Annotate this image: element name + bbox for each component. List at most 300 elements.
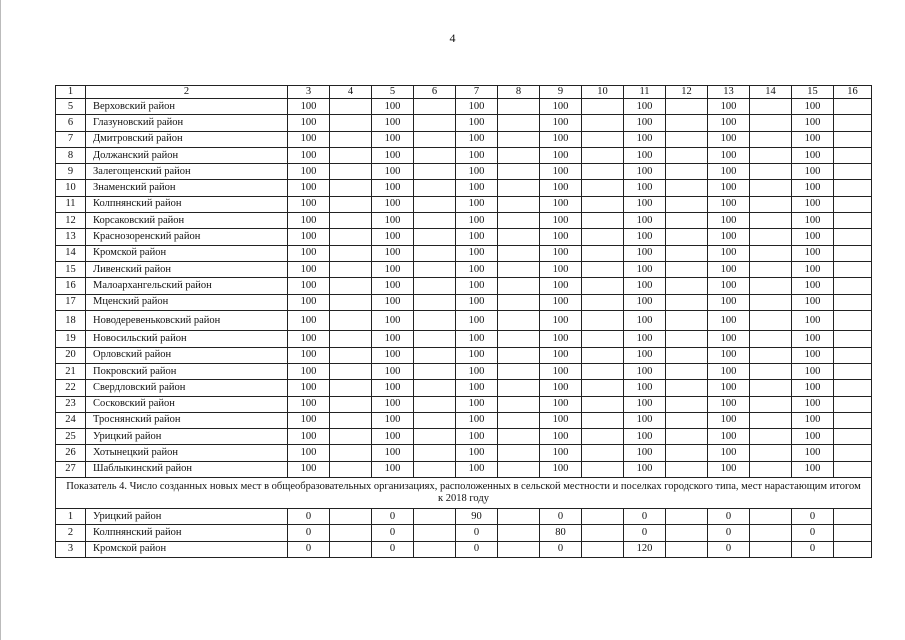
value-cell: 100 <box>708 347 750 363</box>
value-cell: 100 <box>288 131 330 147</box>
value-cell: 100 <box>792 196 834 212</box>
value-cell <box>666 131 708 147</box>
table-row <box>56 229 872 245</box>
district-name: Урицкий район <box>86 429 288 445</box>
value-cell <box>330 164 372 180</box>
value-cell <box>750 347 792 363</box>
value-cell <box>834 310 872 331</box>
value-cell: 100 <box>372 147 414 163</box>
value-cell: 100 <box>456 294 498 310</box>
value-cell <box>330 380 372 396</box>
value-cell <box>498 131 540 147</box>
value-cell: 100 <box>792 180 834 196</box>
value-cell <box>414 412 456 428</box>
column-number-header: 2 <box>86 86 288 99</box>
value-cell <box>498 229 540 245</box>
value-cell: 100 <box>540 261 582 277</box>
value-cell: 100 <box>288 196 330 212</box>
value-cell: 100 <box>792 245 834 261</box>
value-cell: 100 <box>540 363 582 379</box>
value-cell: 100 <box>288 412 330 428</box>
value-cell <box>750 380 792 396</box>
value-cell <box>666 294 708 310</box>
table-row <box>56 541 872 557</box>
value-cell: 100 <box>540 380 582 396</box>
value-cell: 100 <box>456 245 498 261</box>
value-cell: 100 <box>540 412 582 428</box>
value-cell: 100 <box>456 229 498 245</box>
value-cell: 100 <box>624 115 666 131</box>
value-cell: 100 <box>288 147 330 163</box>
value-cell: 100 <box>288 380 330 396</box>
table-row <box>56 331 872 347</box>
row-number: 24 <box>56 412 86 428</box>
value-cell <box>498 310 540 331</box>
value-cell: 100 <box>372 229 414 245</box>
value-cell: 100 <box>624 412 666 428</box>
value-cell <box>498 445 540 461</box>
value-cell: 100 <box>708 445 750 461</box>
value-cell <box>666 245 708 261</box>
value-cell <box>750 164 792 180</box>
value-cell: 100 <box>708 412 750 428</box>
value-cell <box>750 429 792 445</box>
value-cell <box>582 278 624 294</box>
table-row <box>56 115 872 131</box>
value-cell <box>582 213 624 229</box>
value-cell <box>330 429 372 445</box>
value-cell <box>414 196 456 212</box>
value-cell <box>582 541 624 557</box>
table-row <box>56 363 872 379</box>
value-cell: 0 <box>792 525 834 541</box>
value-cell: 100 <box>372 278 414 294</box>
value-cell: 100 <box>288 294 330 310</box>
value-cell <box>498 541 540 557</box>
value-cell <box>834 99 872 115</box>
district-name: Кромской район <box>86 541 288 557</box>
district-name: Должанский район <box>86 147 288 163</box>
value-cell: 100 <box>708 261 750 277</box>
column-number-header: 11 <box>624 86 666 99</box>
row-number: 1 <box>56 509 86 525</box>
table-row <box>56 347 872 363</box>
table-row <box>56 380 872 396</box>
value-cell: 100 <box>708 363 750 379</box>
value-cell: 100 <box>288 213 330 229</box>
value-cell <box>582 363 624 379</box>
row-number: 10 <box>56 180 86 196</box>
value-cell <box>414 115 456 131</box>
value-cell: 100 <box>624 164 666 180</box>
column-number-header: 8 <box>498 86 540 99</box>
value-cell: 100 <box>708 331 750 347</box>
value-cell <box>330 412 372 428</box>
value-cell: 100 <box>708 294 750 310</box>
table-row <box>56 429 872 445</box>
value-cell <box>750 180 792 196</box>
value-cell <box>750 331 792 347</box>
value-cell <box>498 261 540 277</box>
value-cell: 0 <box>792 541 834 557</box>
value-cell: 100 <box>624 429 666 445</box>
district-name: Дмитровский район <box>86 131 288 147</box>
value-cell <box>834 245 872 261</box>
value-cell <box>666 229 708 245</box>
value-cell: 100 <box>288 331 330 347</box>
value-cell <box>666 278 708 294</box>
value-cell <box>834 331 872 347</box>
value-cell: 100 <box>708 213 750 229</box>
value-cell <box>582 461 624 477</box>
value-cell <box>414 294 456 310</box>
value-cell: 100 <box>540 245 582 261</box>
value-cell <box>498 429 540 445</box>
value-cell <box>330 509 372 525</box>
row-number: 9 <box>56 164 86 180</box>
page-number: 4 <box>449 31 456 45</box>
value-cell: 100 <box>792 278 834 294</box>
value-cell: 100 <box>372 115 414 131</box>
value-cell: 0 <box>288 509 330 525</box>
value-cell: 100 <box>792 115 834 131</box>
column-number-header: 9 <box>540 86 582 99</box>
value-cell: 100 <box>456 164 498 180</box>
value-cell: 120 <box>624 541 666 557</box>
value-cell: 100 <box>792 294 834 310</box>
value-cell <box>750 509 792 525</box>
value-cell: 100 <box>456 380 498 396</box>
value-cell <box>498 147 540 163</box>
row-number: 18 <box>56 310 86 331</box>
value-cell <box>666 541 708 557</box>
value-cell: 100 <box>540 131 582 147</box>
row-number: 15 <box>56 261 86 277</box>
value-cell: 100 <box>792 445 834 461</box>
value-cell <box>414 278 456 294</box>
value-cell <box>330 261 372 277</box>
table-row <box>56 245 872 261</box>
value-cell <box>666 363 708 379</box>
value-cell: 100 <box>456 347 498 363</box>
value-cell: 100 <box>708 99 750 115</box>
table-row <box>56 461 872 477</box>
value-cell: 100 <box>540 347 582 363</box>
value-cell <box>582 99 624 115</box>
value-cell <box>666 213 708 229</box>
value-cell <box>498 461 540 477</box>
value-cell <box>582 164 624 180</box>
value-cell: 0 <box>624 525 666 541</box>
value-cell: 100 <box>708 164 750 180</box>
value-cell <box>582 396 624 412</box>
value-cell: 100 <box>540 229 582 245</box>
row-number: 6 <box>56 115 86 131</box>
value-cell: 100 <box>708 429 750 445</box>
table-row <box>56 310 872 331</box>
district-name: Малоархангельский район <box>86 278 288 294</box>
value-cell: 100 <box>708 396 750 412</box>
value-cell <box>330 99 372 115</box>
value-cell: 100 <box>456 213 498 229</box>
value-cell <box>498 525 540 541</box>
value-cell: 100 <box>288 229 330 245</box>
value-cell <box>666 509 708 525</box>
section-title-row <box>56 478 872 509</box>
value-cell: 80 <box>540 525 582 541</box>
value-cell: 100 <box>372 180 414 196</box>
value-cell <box>582 331 624 347</box>
value-cell <box>414 509 456 525</box>
value-cell: 100 <box>624 99 666 115</box>
value-cell: 100 <box>372 310 414 331</box>
value-cell: 100 <box>372 196 414 212</box>
value-cell <box>414 541 456 557</box>
value-cell: 100 <box>624 213 666 229</box>
data-table <box>55 85 872 558</box>
district-name: Новосильский район <box>86 331 288 347</box>
district-name: Новодеревеньковский район <box>86 310 288 331</box>
value-cell: 100 <box>708 131 750 147</box>
row-number: 22 <box>56 380 86 396</box>
value-cell <box>582 294 624 310</box>
value-cell <box>414 131 456 147</box>
value-cell: 100 <box>624 310 666 331</box>
value-cell <box>750 541 792 557</box>
value-cell <box>414 461 456 477</box>
value-cell <box>330 229 372 245</box>
value-cell <box>330 131 372 147</box>
value-cell: 100 <box>624 445 666 461</box>
value-cell <box>414 180 456 196</box>
value-cell <box>330 278 372 294</box>
value-cell: 100 <box>540 461 582 477</box>
value-cell: 0 <box>708 509 750 525</box>
value-cell: 100 <box>792 363 834 379</box>
district-name: Залегощенский район <box>86 164 288 180</box>
value-cell <box>330 331 372 347</box>
value-cell: 100 <box>372 331 414 347</box>
value-cell: 100 <box>288 180 330 196</box>
value-cell <box>666 461 708 477</box>
table-row <box>56 261 872 277</box>
column-number-header: 13 <box>708 86 750 99</box>
row-number: 3 <box>56 541 86 557</box>
value-cell <box>414 525 456 541</box>
district-name: Глазуновский район <box>86 115 288 131</box>
value-cell <box>582 412 624 428</box>
row-number: 27 <box>56 461 86 477</box>
value-cell <box>414 396 456 412</box>
value-cell: 100 <box>540 429 582 445</box>
value-cell <box>666 412 708 428</box>
value-cell <box>498 196 540 212</box>
value-cell: 100 <box>372 396 414 412</box>
value-cell <box>750 412 792 428</box>
district-name: Ливенский район <box>86 261 288 277</box>
value-cell: 100 <box>372 213 414 229</box>
value-cell <box>582 196 624 212</box>
value-cell <box>666 380 708 396</box>
value-cell <box>750 278 792 294</box>
value-cell: 0 <box>372 541 414 557</box>
value-cell: 100 <box>372 380 414 396</box>
value-cell <box>498 245 540 261</box>
value-cell: 100 <box>288 363 330 379</box>
value-cell: 100 <box>792 412 834 428</box>
value-cell <box>582 509 624 525</box>
table-row <box>56 164 872 180</box>
value-cell <box>834 229 872 245</box>
table-row <box>56 445 872 461</box>
value-cell: 100 <box>792 131 834 147</box>
value-cell: 100 <box>792 164 834 180</box>
value-cell: 100 <box>792 429 834 445</box>
value-cell <box>498 380 540 396</box>
value-cell: 100 <box>708 278 750 294</box>
value-cell <box>750 131 792 147</box>
value-cell: 0 <box>372 509 414 525</box>
value-cell <box>330 294 372 310</box>
value-cell: 90 <box>456 509 498 525</box>
value-cell: 100 <box>372 245 414 261</box>
value-cell <box>582 115 624 131</box>
value-cell <box>330 396 372 412</box>
value-cell: 100 <box>540 310 582 331</box>
column-number-header: 16 <box>834 86 872 99</box>
value-cell <box>330 445 372 461</box>
value-cell <box>834 363 872 379</box>
value-cell: 100 <box>624 229 666 245</box>
value-cell <box>498 412 540 428</box>
value-cell: 0 <box>288 525 330 541</box>
value-cell: 100 <box>624 331 666 347</box>
table-row <box>56 509 872 525</box>
value-cell: 100 <box>540 180 582 196</box>
value-cell <box>750 99 792 115</box>
table-row <box>56 525 872 541</box>
value-cell: 100 <box>372 164 414 180</box>
value-cell <box>582 347 624 363</box>
value-cell: 100 <box>456 99 498 115</box>
column-number-header: 15 <box>792 86 834 99</box>
value-cell <box>834 147 872 163</box>
value-cell: 100 <box>624 147 666 163</box>
value-cell: 100 <box>708 380 750 396</box>
value-cell <box>582 380 624 396</box>
column-number-header: 10 <box>582 86 624 99</box>
value-cell: 100 <box>372 363 414 379</box>
value-cell <box>750 363 792 379</box>
row-number: 14 <box>56 245 86 261</box>
district-name: Троснянский район <box>86 412 288 428</box>
value-cell <box>330 213 372 229</box>
table-row <box>56 196 872 212</box>
value-cell: 100 <box>792 347 834 363</box>
value-cell <box>498 347 540 363</box>
value-cell: 100 <box>456 412 498 428</box>
value-cell <box>666 180 708 196</box>
value-cell: 100 <box>288 347 330 363</box>
value-cell <box>414 380 456 396</box>
value-cell: 100 <box>624 347 666 363</box>
value-cell <box>750 213 792 229</box>
value-cell <box>666 261 708 277</box>
value-cell: 100 <box>288 445 330 461</box>
value-cell <box>666 525 708 541</box>
value-cell: 100 <box>288 245 330 261</box>
value-cell: 0 <box>792 509 834 525</box>
value-cell <box>498 115 540 131</box>
value-cell <box>414 445 456 461</box>
value-cell <box>834 509 872 525</box>
value-cell <box>330 310 372 331</box>
value-cell: 100 <box>624 131 666 147</box>
value-cell: 100 <box>708 196 750 212</box>
value-cell <box>498 99 540 115</box>
value-cell: 0 <box>708 541 750 557</box>
value-cell: 100 <box>372 429 414 445</box>
value-cell <box>834 461 872 477</box>
value-cell: 100 <box>708 310 750 331</box>
value-cell: 100 <box>456 180 498 196</box>
value-cell <box>666 164 708 180</box>
value-cell <box>666 331 708 347</box>
value-cell <box>582 180 624 196</box>
value-cell <box>582 525 624 541</box>
value-cell <box>750 525 792 541</box>
value-cell: 100 <box>792 147 834 163</box>
value-cell: 100 <box>372 461 414 477</box>
table-row <box>56 147 872 163</box>
district-name: Мценский район <box>86 294 288 310</box>
value-cell: 100 <box>372 347 414 363</box>
value-cell <box>666 147 708 163</box>
column-number-header: 12 <box>666 86 708 99</box>
value-cell <box>666 445 708 461</box>
district-name: Кромской район <box>86 245 288 261</box>
district-name: Краснозоренский район <box>86 229 288 245</box>
value-cell <box>498 396 540 412</box>
value-cell: 100 <box>540 396 582 412</box>
table-row <box>56 180 872 196</box>
value-cell <box>834 131 872 147</box>
value-cell: 100 <box>792 396 834 412</box>
value-cell <box>750 396 792 412</box>
value-cell <box>834 429 872 445</box>
value-cell <box>498 294 540 310</box>
value-cell: 100 <box>624 261 666 277</box>
row-number: 16 <box>56 278 86 294</box>
value-cell: 100 <box>540 445 582 461</box>
table-row <box>56 213 872 229</box>
value-cell <box>498 213 540 229</box>
value-cell <box>414 261 456 277</box>
value-cell <box>582 445 624 461</box>
value-cell <box>666 429 708 445</box>
value-cell: 100 <box>624 294 666 310</box>
value-cell: 100 <box>288 164 330 180</box>
table-body <box>56 86 872 558</box>
value-cell: 100 <box>708 115 750 131</box>
row-number: 7 <box>56 131 86 147</box>
district-name: Знаменский район <box>86 180 288 196</box>
value-cell <box>666 99 708 115</box>
value-cell <box>750 461 792 477</box>
value-cell: 100 <box>456 261 498 277</box>
page-left-edge <box>0 0 1 640</box>
column-number-header: 3 <box>288 86 330 99</box>
